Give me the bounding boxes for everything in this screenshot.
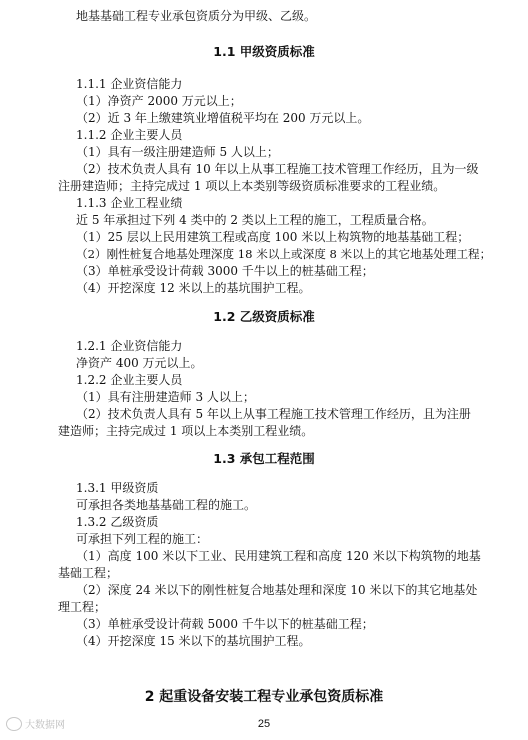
item-text: （1）25 层以上民用建筑工程或高度 100 米以上构筑物的地基基础工程； bbox=[76, 230, 470, 244]
subheading-1-2-1: 1.2.1 企业资信能力 bbox=[76, 339, 183, 353]
item-text: （2）技术负责人具有 10 年以上从事工程施工技术管理工作经历，且为一级 bbox=[76, 162, 479, 176]
heading-1-1: 1.1 甲级资质标准 bbox=[213, 44, 315, 59]
heading-1-2: 1.2 乙级资质标准 bbox=[213, 309, 315, 324]
item-text: （3）单桩承受设计荷载 5000 千牛以下的桩基础工程； bbox=[76, 617, 374, 631]
item-text: （1）高度 100 米以下工业、民用建筑工程和高度 120 米以下构筑物的地基 bbox=[76, 549, 481, 563]
subheading-1-1-3: 1.1.3 企业工程业绩 bbox=[76, 196, 183, 210]
item-text: （1）具有一级注册建造师 5 人以上； bbox=[76, 145, 279, 159]
intro-text: 地基基础工程专业承包资质分为甲级、乙级。 bbox=[76, 9, 317, 23]
item-text: 注册建造师；主持完成过 1 项以上本类别等级资质标准要求的工程业绩。 bbox=[58, 179, 446, 193]
item-text: （2）技术负责人具有 5 年以上从事工程施工技术管理工作经历，且为注册 bbox=[76, 407, 471, 421]
item-text: 基础工程； bbox=[58, 566, 119, 580]
item-text: （1）具有注册建造师 3 人以上； bbox=[76, 390, 255, 404]
item-text: 可承担各类地基基础工程的施工。 bbox=[76, 498, 257, 512]
page-number: 25 bbox=[257, 718, 271, 730]
heading-1-3: 1.3 承包工程范围 bbox=[213, 451, 315, 466]
subheading-1-3-1: 1.3.1 甲级资质 bbox=[76, 481, 159, 495]
item-text: 近 5 年承担过下列 4 类中的 2 类以上工程的施工，工程质量合格。 bbox=[76, 213, 434, 227]
item-text: （3）单桩承受设计荷载 3000 千牛以上的桩基础工程； bbox=[76, 264, 374, 278]
item-text: （2）刚性桩复合地基处理深度 18 米以上或深度 8 米以上的其它地基处理工程； bbox=[76, 247, 492, 261]
item-text: （4）开挖深度 15 米以下的基坑围护工程。 bbox=[76, 634, 311, 648]
subheading-1-1-1: 1.1.1 企业资信能力 bbox=[76, 77, 183, 91]
item-text: （2）深度 24 米以下的刚性桩复合地基处理和深度 10 米以下的其它地基处 bbox=[76, 583, 478, 597]
item-text: （4）开挖深度 12 米以上的基坑围护工程。 bbox=[76, 281, 311, 295]
item-text: （2）近 3 年上缴建筑业增值税平均在 200 万元以上。 bbox=[76, 111, 370, 125]
subheading-1-3-2: 1.3.2 乙级资质 bbox=[76, 515, 159, 529]
item-text: 可承担下列工程的施工： bbox=[76, 532, 209, 546]
watermark-text: 大数据网 bbox=[25, 720, 65, 731]
item-text: 理工程； bbox=[58, 600, 107, 614]
item-text: （1）净资产 2000 万元以上； bbox=[76, 94, 242, 108]
heading-2: 2 起重设备安装工程专业承包资质标准 bbox=[144, 689, 384, 705]
subheading-1-2-2: 1.2.2 企业主要人员 bbox=[76, 373, 183, 387]
item-text: 建造师；主持完成过 1 项以上本类别工程业绩。 bbox=[58, 424, 314, 438]
subheading-1-1-2: 1.1.2 企业主要人员 bbox=[76, 128, 183, 142]
item-text: 净资产 400 万元以上。 bbox=[76, 356, 203, 370]
